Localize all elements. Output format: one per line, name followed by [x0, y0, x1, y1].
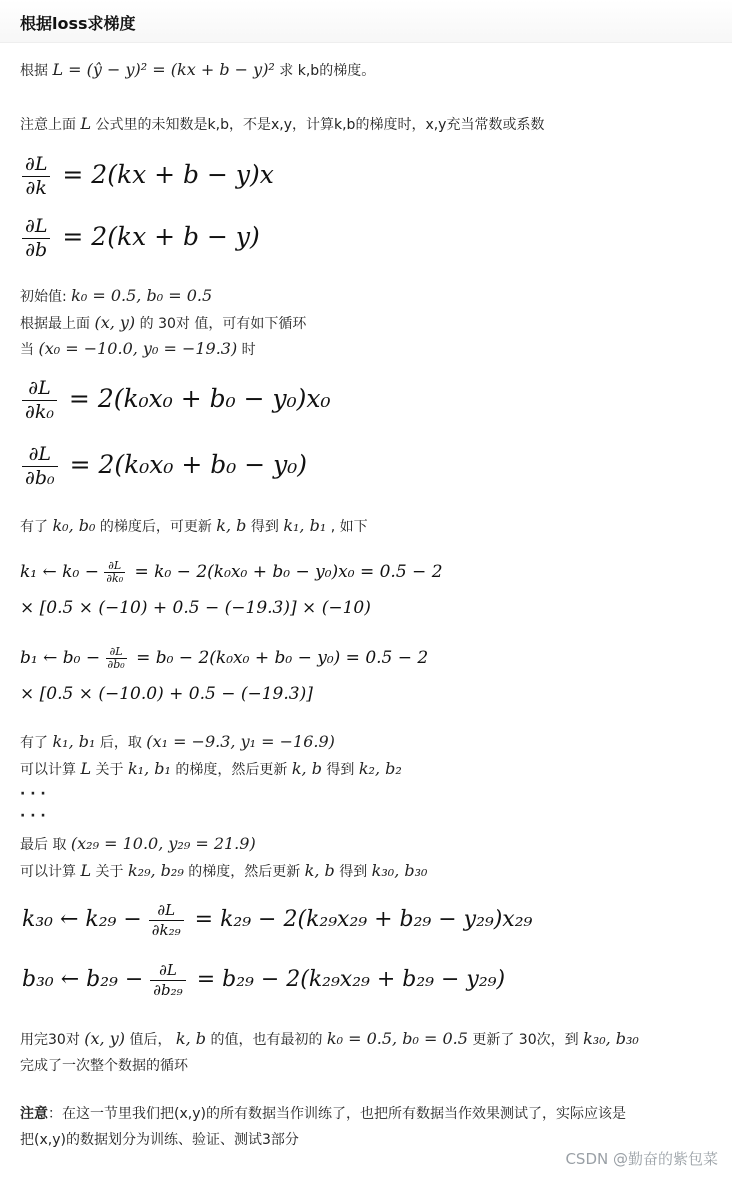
- finish-f3: k₀ = 0.5, b₀ = 0.5: [326, 1029, 468, 1048]
- grad-b0-den: ∂b₀: [25, 466, 55, 489]
- calc29-line: [20, 861, 427, 881]
- grad-b0-fraction: [22, 444, 58, 489]
- grad-k0-fraction: [22, 378, 57, 423]
- k1-fraction: [104, 560, 125, 585]
- finish-p1: 用完30对: [20, 1032, 80, 1048]
- calc1-f2: k₁, b₁: [127, 759, 171, 778]
- grad-b-num: ∂L: [22, 216, 50, 239]
- finish-f4: k₃₀, b₃₀: [583, 1029, 639, 1048]
- update-line: [20, 516, 368, 536]
- loop-formula: (x, y): [94, 313, 136, 332]
- csdn-watermark: CSDN @勤奋的紫包菜: [565, 1150, 718, 1168]
- note1-suffix: 公式里的未知数是k,b，不是x,y，计算k,b的梯度时，x,y充当常数或系数: [95, 117, 545, 133]
- intro-line: [20, 60, 375, 80]
- k30-lhs: k₃₀ ← k₂₉ −: [22, 907, 142, 932]
- grad-b0-rhs: = 2(k₀x₀ + b₀ − y₀): [69, 449, 308, 479]
- b30-den: ∂b₂₉: [153, 980, 183, 999]
- k30-den: ∂k₂₉: [151, 920, 181, 939]
- b30-equation: [22, 962, 505, 998]
- after1-p2: 后，取: [99, 735, 142, 751]
- k30-num: ∂L: [149, 902, 184, 921]
- b1-update-line1: [20, 646, 428, 671]
- last-line: [20, 834, 256, 854]
- calc29-p3: 的梯度，然后更新: [188, 864, 301, 880]
- calc1-f3: k, b: [291, 759, 322, 778]
- calc1-f4: k₂, b₂: [358, 759, 402, 778]
- b30-fraction: [150, 962, 185, 998]
- intro-formula: L = (ŷ − y)² = (kx + b − y)²: [52, 60, 275, 79]
- finish-line: [20, 1029, 639, 1049]
- grad-k-fraction: [22, 154, 50, 199]
- after1-f1: k₁, b₁: [52, 732, 96, 751]
- calc1-line: [20, 759, 402, 779]
- ellipsis-2: · · ·: [20, 808, 46, 824]
- update-p1: 有了: [20, 519, 48, 535]
- b30-rhs: = b₂₉ − 2(k₂₉x₂₉ + b₂₉ − y₂₉): [196, 967, 506, 992]
- k1-lhs: k₁ ← k₀ −: [20, 562, 99, 583]
- update-f2: k, b: [216, 516, 247, 535]
- b30-lhs: b₃₀ ← b₂₉ −: [22, 967, 144, 992]
- finish-f1: (x, y): [84, 1029, 125, 1048]
- grad-b0-num: ∂L: [22, 444, 58, 467]
- after1-line: [20, 732, 335, 752]
- grad-b0-equation: [22, 444, 307, 489]
- grad-k-num: ∂L: [22, 154, 50, 177]
- last-p1: 最后 取: [20, 837, 67, 853]
- loop-suffix: 的 30对 值，可有如下循环: [139, 316, 307, 332]
- grad-k-rhs: = 2(kx + b − y)x: [62, 159, 274, 189]
- intro-suffix: 求 k,b的梯度。: [279, 63, 376, 79]
- when-prefix: 当: [20, 342, 34, 358]
- note1-line: [20, 114, 544, 134]
- update-f3: k₁, b₁: [283, 516, 327, 535]
- k1-update-line2: × [0.5 × (−10) + 0.5 − (−19.3)] × (−10): [20, 598, 371, 618]
- finish-p4: 更新了 30次，到: [472, 1032, 579, 1048]
- init-label: 初始值:: [20, 289, 67, 305]
- calc29-p2: 关于: [95, 864, 124, 880]
- grad-k-den: ∂k: [25, 176, 47, 199]
- finish-p2: 值后，: [129, 1032, 172, 1048]
- grad-b-rhs: = 2(kx + b − y): [62, 221, 260, 251]
- note2-line1: [20, 1103, 626, 1123]
- update-p4: , 如下: [330, 519, 368, 535]
- calc29-f2: k₂₉, b₂₉: [127, 861, 184, 880]
- after1-f2: (x₁ = −9.3, y₁ = −16.9): [146, 732, 335, 751]
- note2-line2: 把(x,y)的数据划分为训练、验证、测试3部分: [20, 1132, 299, 1148]
- update-f1: k₀, b₀: [52, 516, 96, 535]
- calc1-f1: L: [80, 759, 92, 778]
- k30-fraction: [149, 902, 184, 938]
- b1-rhs: = b₀ − 2(k₀x₀ + b₀ − y₀) = 0.5 − 2: [136, 648, 429, 669]
- finish-p3: 的值，也有最初的: [210, 1032, 323, 1048]
- ellipsis-1: · · ·: [20, 786, 46, 802]
- grad-b-equation: [22, 216, 260, 261]
- b1-lhs: b₁ ← b₀ −: [20, 648, 101, 669]
- grad-k-equation: [22, 154, 274, 199]
- note1-var: L: [80, 114, 92, 133]
- b1-den: ∂b₀: [107, 658, 125, 672]
- k1-rhs: = k₀ − 2(k₀x₀ + b₀ − y₀)x₀ = 0.5 − 2: [134, 562, 443, 583]
- calc29-p1: 可以计算: [20, 864, 76, 880]
- calc29-f4: k₃₀, b₃₀: [371, 861, 428, 880]
- grad-k0-num: ∂L: [22, 378, 57, 401]
- grad-k0-equation: [22, 378, 331, 423]
- finish-f2: k, b: [175, 1029, 207, 1048]
- calc1-p1: 可以计算: [20, 762, 76, 778]
- calc1-p2: 关于: [95, 762, 124, 778]
- note2-label: 注意: [20, 1106, 48, 1122]
- when-suffix: 时: [241, 342, 256, 358]
- loop-line: [20, 313, 306, 333]
- grad-b-fraction: [22, 216, 50, 261]
- calc1-p3: 的梯度，然后更新: [175, 762, 288, 778]
- grad-b-den: ∂b: [25, 238, 48, 261]
- when-line: [20, 339, 256, 359]
- when-formula: (x₀ = −10.0, y₀ = −19.3): [38, 339, 238, 358]
- grad-k0-rhs: = 2(k₀x₀ + b₀ − y₀)x₀: [68, 383, 331, 413]
- b1-update-line2: × [0.5 × (−10.0) + 0.5 − (−19.3)]: [20, 684, 313, 704]
- b30-num: ∂L: [150, 962, 185, 981]
- update-p3: 得到: [250, 519, 279, 535]
- calc29-p4: 得到: [339, 864, 368, 880]
- b1-num: ∂L: [106, 646, 127, 659]
- k1-den: ∂k₀: [106, 572, 124, 586]
- note1-prefix: 注意上面: [20, 117, 76, 133]
- update-p2: 的梯度后，可更新: [99, 519, 212, 535]
- finish-line2: 完成了一次整个数据的循环: [20, 1058, 188, 1074]
- k30-rhs: = k₂₉ − 2(k₂₉x₂₉ + b₂₉ − y₂₉)x₂₉: [194, 907, 533, 932]
- after1-p1: 有了: [20, 735, 48, 751]
- k1-num: ∂L: [104, 560, 125, 573]
- k30-equation: [22, 902, 532, 938]
- init-formula: k₀ = 0.5, b₀ = 0.5: [71, 286, 213, 305]
- b1-fraction: [106, 646, 127, 671]
- k1-update-line1: [20, 560, 443, 585]
- init-line: [20, 286, 212, 306]
- calc29-f1: L: [80, 861, 92, 880]
- note2-text1: ：在这一节里我们把(x,y)的所有数据当作训练了，也把所有数据当作效果测试了，实际应该是: [48, 1106, 626, 1122]
- last-f1: (x₂₉ = 10.0, y₂₉ = 21.9): [70, 834, 256, 853]
- grad-k0-den: ∂k₀: [25, 400, 54, 423]
- calc29-f3: k, b: [304, 861, 335, 880]
- intro-prefix: 根据: [20, 63, 48, 79]
- calc1-p4: 得到: [326, 762, 355, 778]
- section-heading: 根据loss求梯度: [20, 14, 136, 33]
- loop-prefix: 根据最上面: [20, 316, 90, 332]
